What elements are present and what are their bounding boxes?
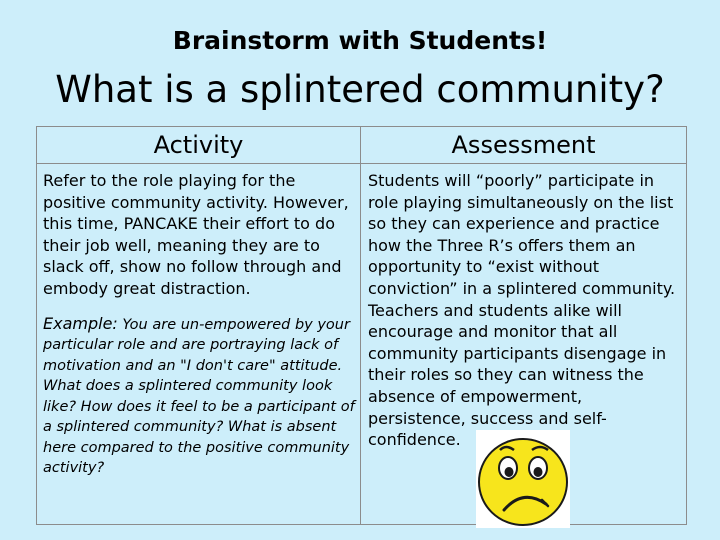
example-body: You are un-empowered by your particular role and are portraying lack of motivation and an "I don't care" attitude. What does a splintered community look like? How does it feel to be a participant of a splintered community? What is absent here compared to the positive community activity? — [43, 316, 355, 477]
table-header-row — [37, 127, 687, 164]
face-circle — [479, 439, 567, 525]
activity-cell — [37, 164, 361, 525]
subtitle: Brainstorm with Students! — [172, 26, 548, 55]
activity-example — [37, 300, 360, 479]
table-row — [37, 164, 687, 525]
activity-description: Refer to the role playing for the positive community activity. However, this time, PANCAKE their effort to do their job well, meaning they are to slack off, show no follow through and embody great distraction. — [43, 171, 349, 298]
right-pupil — [534, 467, 543, 477]
left-pupil — [505, 467, 514, 477]
column-header-assessment: Assessment — [361, 127, 687, 164]
activity-assessment-table — [36, 126, 687, 525]
column-header-activity: Activity — [37, 127, 361, 164]
assessment-description: Students will “poorly” participate in role playing simultaneously on the list so they can experience and practice how the Three R’s offers them an opportunity to “exist without conviction” in a splintered community. Teachers and students alike will encourage and monitor that all community participants disengage in their roles so they can witness the absence of empowerment, persistence, success and self-confidence. — [368, 171, 676, 450]
example-label: Example: — [43, 313, 118, 333]
page-title: What is a splintered community? — [55, 68, 665, 111]
sad-face-icon — [476, 430, 570, 528]
